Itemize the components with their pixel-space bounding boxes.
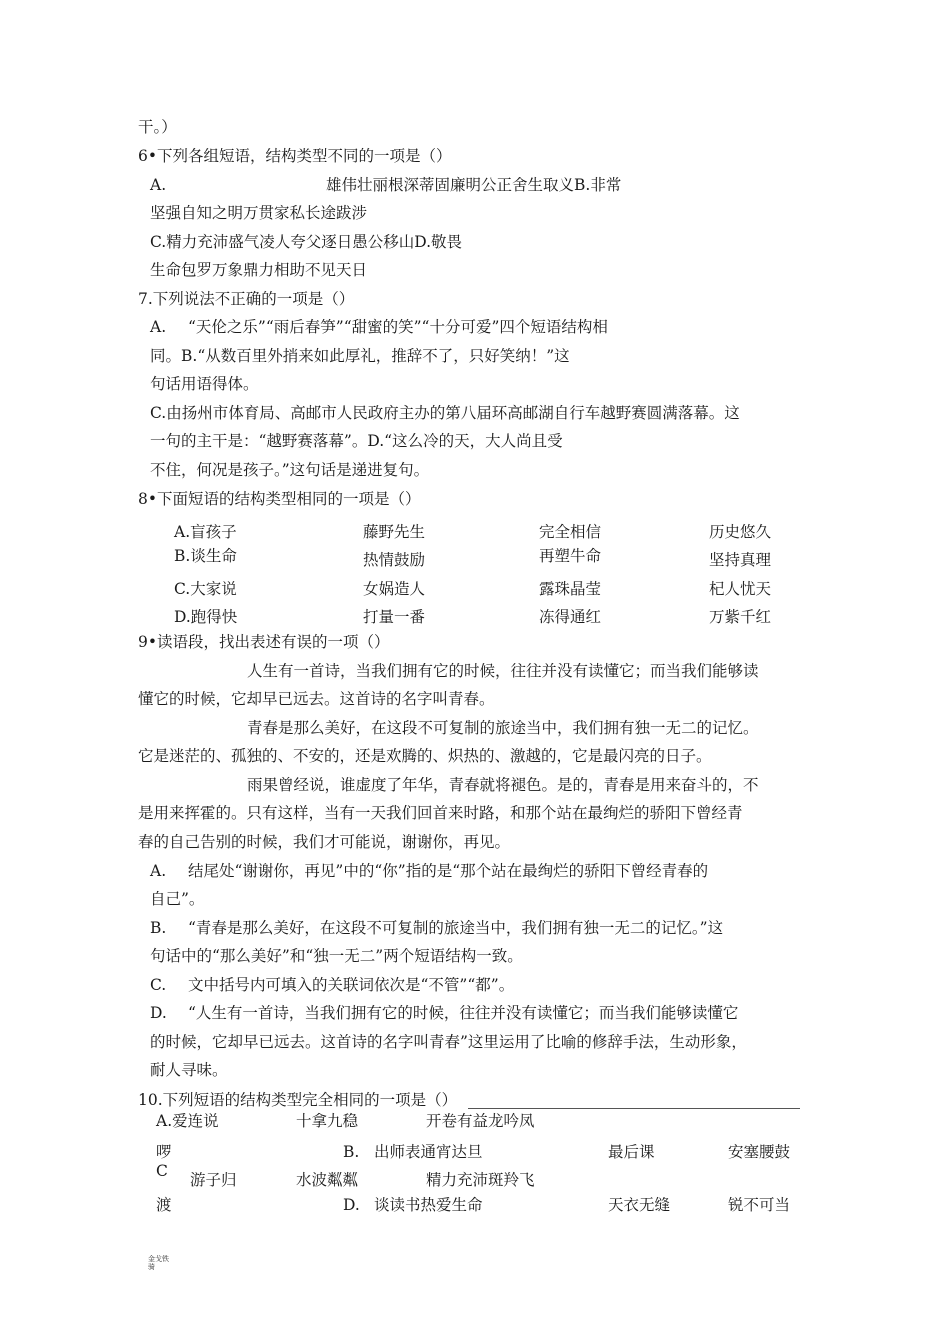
q8-cell: B.谈生命 bbox=[174, 547, 237, 565]
q10-item: 水波粼粼 bbox=[296, 1171, 359, 1189]
footer-mark: 金戈铁 bbox=[148, 1255, 169, 1263]
q10-item: 天衣无缝 bbox=[608, 1196, 671, 1214]
question-6-option-a: 雄伟壮丽根深蒂固廉明公正舍生取义B.非常 bbox=[326, 176, 622, 194]
q10-item: 锐不可当 bbox=[728, 1196, 791, 1214]
q8-cell: 完全相信 bbox=[539, 523, 602, 541]
question-7-option-c-cont: 一句的主干是：“越野赛落幕”。D.“这么冷的天，大人尚且受 bbox=[150, 432, 563, 450]
question-6-option-d: 生命包罗万象鼎力相助不见天日 bbox=[150, 261, 368, 279]
question-7-option-c: C.由扬州市体育局、高邮市人民政府主办的第八届环高邮湖自行车越野赛圆满落幕。这 bbox=[150, 404, 740, 422]
question-9-stem: 9•读语段，找出表述有误的一项（） bbox=[138, 633, 390, 651]
question-9-option-b-label: B. bbox=[150, 919, 167, 937]
q8-cell: A.盲孩子 bbox=[174, 523, 237, 541]
question-6-option-c: C.精力充沛盛气凌人夸父逐日愚公移山D.敬畏 bbox=[150, 233, 463, 251]
q10-item: 渡 bbox=[156, 1196, 172, 1214]
question-9-option-c-label: C. bbox=[150, 976, 167, 994]
q10-item: 谈读书热爱生命 bbox=[374, 1196, 483, 1214]
question-9-option-b: “青春是那么美好，在这段不可复制的旅途当中，我们拥有独一无二的记忆。”这 bbox=[188, 919, 724, 937]
passage-paragraph-3: 雨果曾经说，谁虚度了年华，青春就将褪色。是的，青春是用来奋斗的，不 bbox=[247, 776, 759, 794]
question-10-stem: 10.下列短语的结构类型完全相同的一项是（） bbox=[138, 1091, 458, 1109]
q10-item: 出师表通宵达旦 bbox=[374, 1143, 483, 1161]
question-6-option-b: 坚强自知之明万贯家私长途跋涉 bbox=[150, 204, 368, 222]
q8-cell: 历史悠久 bbox=[709, 523, 772, 541]
q10-item: 安塞腰鼓 bbox=[728, 1143, 791, 1161]
q8-cell: 热情鼓励 bbox=[363, 551, 426, 569]
q10-item: 啰 bbox=[156, 1143, 172, 1161]
continued-text: 干。） bbox=[138, 118, 177, 136]
q8-cell: C.大家说 bbox=[174, 580, 237, 598]
question-9-option-a: 结尾处“谢谢你，再见”中的“你”指的是“那个站在最绚烂的骄阳下曾经青春的 bbox=[188, 862, 709, 880]
q8-cell: D.跑得快 bbox=[174, 608, 238, 626]
question-9-option-a-label: A. bbox=[150, 862, 167, 880]
question-9-option-d-cont: 的时候，它却早已远去。这首诗的名字叫青春”这里运用了比喻的修辞手法，生动形象， bbox=[150, 1033, 747, 1051]
q8-cell: 坚持真理 bbox=[709, 551, 772, 569]
q8-cell: 万紫千红 bbox=[709, 608, 772, 626]
q8-cell: 冻得通红 bbox=[539, 608, 602, 626]
q10-item: 十拿九稳 bbox=[296, 1112, 359, 1130]
question-7-option-b: 句话用语得体。 bbox=[150, 375, 259, 393]
passage-paragraph-1: 人生有一首诗，当我们拥有它的时候，往往并没有读懂它；而当我们能够读 bbox=[247, 662, 759, 680]
divider-line bbox=[468, 1108, 800, 1109]
question-7-option-a-label: A. bbox=[150, 318, 167, 336]
question-7-option-a-cont: 同。B.“从数百里外捎来如此厚礼，推辞不了，只好笑纳！”这 bbox=[150, 347, 570, 365]
question-8-stem: 8•下面短语的结构类型相同的一项是（） bbox=[138, 490, 421, 508]
passage-paragraph-3-end: 春的自己告别的时候，我们才可能说，谢谢你，再见。 bbox=[138, 833, 511, 851]
question-9-option-d-end: 耐人寻味。 bbox=[150, 1061, 228, 1079]
passage-paragraph-1-cont: 懂它的时候，它却早已远去。这首诗的名字叫青春。 bbox=[138, 690, 495, 708]
question-9-option-c: 文中括号内可填入的关联词依次是“不管”“都”。 bbox=[188, 976, 515, 994]
question-9-option-d-label: D. bbox=[150, 1004, 167, 1022]
q8-cell: 藤野先生 bbox=[363, 523, 426, 541]
footer-mark: 骑 bbox=[148, 1263, 155, 1271]
passage-paragraph-2-cont: 它是迷茫的、孤独的、不安的，还是欢腾的、炽热的、激越的，它是最闪亮的日子。 bbox=[138, 747, 712, 765]
passage-paragraph-2: 青春是那么美好，在这段不可复制的旅途当中，我们拥有独一无二的记忆。 bbox=[247, 719, 759, 737]
q10-item: 游子归 bbox=[190, 1171, 237, 1189]
question-9-option-b-cont: 句话中的“那么美好”和“独一无二”两个短语结构一致。 bbox=[150, 947, 523, 965]
q10-option-c-label: C bbox=[156, 1162, 168, 1180]
q10-option-d-label: D. bbox=[343, 1196, 360, 1214]
q10-item: 开卷有益龙吟凤 bbox=[426, 1112, 535, 1130]
q8-cell: 再塑牛命 bbox=[539, 547, 602, 565]
q10-item: A.爱连说 bbox=[156, 1112, 219, 1130]
q8-cell: 杞人忧天 bbox=[709, 580, 772, 598]
q10-item: 精力充沛斑羚飞 bbox=[426, 1171, 535, 1189]
q8-cell: 女娲造人 bbox=[363, 580, 426, 598]
question-9-option-a-cont: 自己”。 bbox=[150, 890, 205, 908]
q8-cell: 露珠晶莹 bbox=[539, 580, 602, 598]
q10-item: 最后课 bbox=[608, 1143, 655, 1161]
q8-cell: 打量一番 bbox=[363, 608, 426, 626]
question-7-option-d: 不住，何况是孩子。”这句话是递进复句。 bbox=[150, 461, 430, 479]
question-9-option-d: “人生有一首诗，当我们拥有它的时候，往往并没有读懂它；而当我们能够读懂它 bbox=[188, 1004, 739, 1022]
question-7-stem: 7.下列说法不正确的一项是（） bbox=[138, 290, 355, 308]
passage-paragraph-3-cont: 是用来挥霍的。只有这样，当有一天我们回首来时路，和那个站在最绚烂的骄阳下曾经青 bbox=[138, 804, 743, 822]
q10-option-b-label: B. bbox=[343, 1143, 360, 1161]
question-7-option-a: “天伦之乐”“雨后春笋”“甜蜜的笑”“十分可爱”四个短语结构相 bbox=[188, 318, 608, 336]
question-6-stem: 6•下列各组短语，结构类型不同的一项是（） bbox=[138, 147, 452, 165]
question-6-option-a-label: A. bbox=[150, 176, 167, 194]
